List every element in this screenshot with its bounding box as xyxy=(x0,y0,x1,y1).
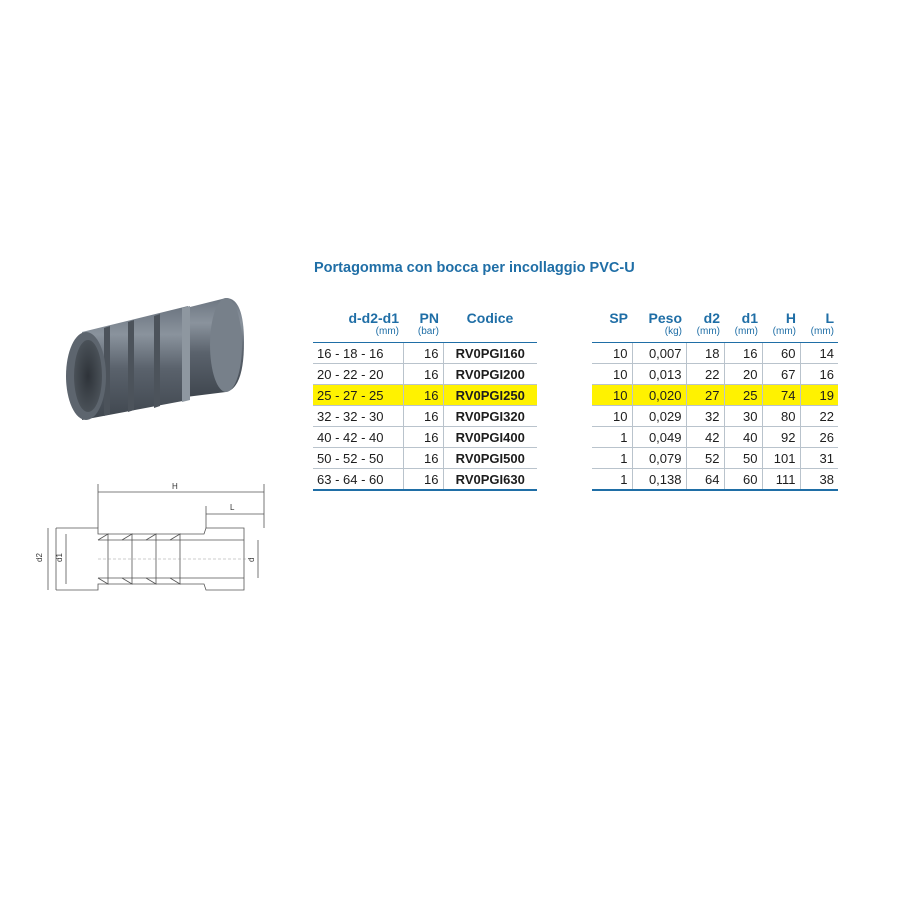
table-cell: 1 xyxy=(592,448,632,469)
col-unit: (mm) xyxy=(800,326,838,343)
table-row xyxy=(592,343,838,364)
table-row xyxy=(313,448,537,469)
table-cell: 30 xyxy=(724,406,762,427)
table-cell: 16 xyxy=(724,343,762,364)
table-cell: 0,013 xyxy=(632,364,686,385)
table-cell: 0,049 xyxy=(632,427,686,448)
table-row xyxy=(313,364,537,385)
table-cell: 16 xyxy=(403,469,443,491)
table-row xyxy=(313,469,537,491)
table-cell: 50 xyxy=(724,448,762,469)
table-cell: 16 xyxy=(403,448,443,469)
table-cell: 16 xyxy=(800,364,838,385)
col-unit: (mm) xyxy=(762,326,800,343)
label-L: L xyxy=(230,503,235,512)
table-cell: 26 xyxy=(800,427,838,448)
table-cell: 1 xyxy=(592,469,632,491)
table-cell: 42 xyxy=(686,427,724,448)
table-cell: RV0PGI500 xyxy=(443,448,537,469)
table-cell: RV0PGI200 xyxy=(443,364,537,385)
table-cell: 63 - 64 - 60 xyxy=(313,469,403,491)
table-cell: 32 - 32 - 30 xyxy=(313,406,403,427)
table-cell: 0,020 xyxy=(632,385,686,406)
table-cell: 10 xyxy=(592,406,632,427)
col-unit: (kg) xyxy=(632,326,686,343)
col-header: SP xyxy=(609,310,628,326)
table-cell: 16 xyxy=(403,385,443,406)
label-H: H xyxy=(172,482,178,491)
table-cell: 19 xyxy=(800,385,838,406)
table-cell: 16 xyxy=(403,364,443,385)
table-cell: 60 xyxy=(762,343,800,364)
col-header: Codice xyxy=(466,310,514,326)
label-d2: d2 xyxy=(35,553,44,562)
col-unit xyxy=(443,326,537,343)
table-cell: 22 xyxy=(686,364,724,385)
table-cell: 32 xyxy=(686,406,724,427)
col-header: d1 xyxy=(741,310,758,326)
table-cell: 10 xyxy=(592,343,632,364)
table-cell: RV0PGI400 xyxy=(443,427,537,448)
table-cell: 20 xyxy=(724,364,762,385)
table-row xyxy=(592,448,838,469)
table-cell: 64 xyxy=(686,469,724,491)
table-cell: 111 xyxy=(762,469,800,491)
table-cell: 40 - 42 - 40 xyxy=(313,427,403,448)
table-cell: 67 xyxy=(762,364,800,385)
table-cell: 25 xyxy=(724,385,762,406)
col-unit xyxy=(592,326,632,343)
table-cell: RV0PGI250 xyxy=(443,385,537,406)
table-cell: 22 xyxy=(800,406,838,427)
table-cell: RV0PGI320 xyxy=(443,406,537,427)
col-unit: (bar) xyxy=(403,326,443,343)
table-cell: 52 xyxy=(686,448,724,469)
col-header: PN xyxy=(419,310,439,326)
table-row xyxy=(592,385,838,406)
table-cell: 16 xyxy=(403,343,443,364)
table-row xyxy=(313,406,537,427)
table-row xyxy=(313,427,537,448)
table-cell: 16 xyxy=(403,427,443,448)
table-row xyxy=(313,385,537,406)
table-cell: 20 - 22 - 20 xyxy=(313,364,403,385)
col-header: H xyxy=(785,310,796,326)
table-cell: 38 xyxy=(800,469,838,491)
col-unit: (mm) xyxy=(313,326,403,343)
col-header: d2 xyxy=(703,310,720,326)
table-cell: 16 - 18 - 16 xyxy=(313,343,403,364)
table-cell: 18 xyxy=(686,343,724,364)
table-cell: 14 xyxy=(800,343,838,364)
spec-table-right xyxy=(592,306,838,491)
fitting-photo xyxy=(58,292,258,442)
spec-table-left xyxy=(313,306,537,491)
label-d: d xyxy=(247,557,256,562)
table-cell: 0,007 xyxy=(632,343,686,364)
table-cell: 60 xyxy=(724,469,762,491)
table-cell: 0,138 xyxy=(632,469,686,491)
table-cell: 92 xyxy=(762,427,800,448)
table-row xyxy=(313,343,537,364)
col-unit: (mm) xyxy=(686,326,724,343)
table-row xyxy=(592,406,838,427)
col-header: Peso xyxy=(648,310,682,326)
table-cell: 16 xyxy=(403,406,443,427)
table-cell: 27 xyxy=(686,385,724,406)
table-cell: 1 xyxy=(592,427,632,448)
table-row xyxy=(592,427,838,448)
technical-drawing xyxy=(35,478,274,608)
col-header: d-d2-d1 xyxy=(348,310,399,326)
table-cell: 40 xyxy=(724,427,762,448)
col-header: L xyxy=(825,310,834,326)
table-cell: 25 - 27 - 25 xyxy=(313,385,403,406)
table-cell: 10 xyxy=(592,364,632,385)
table-cell: 31 xyxy=(800,448,838,469)
table-cell: 101 xyxy=(762,448,800,469)
table-cell: 10 xyxy=(592,385,632,406)
table-row xyxy=(592,364,838,385)
table-cell: 74 xyxy=(762,385,800,406)
table-cell: RV0PGI630 xyxy=(443,469,537,491)
table-cell: 0,079 xyxy=(632,448,686,469)
table-cell: 50 - 52 - 50 xyxy=(313,448,403,469)
table-row xyxy=(592,469,838,491)
col-unit: (mm) xyxy=(724,326,762,343)
label-d1: d1 xyxy=(55,553,64,562)
page-title: Portagomma con bocca per incollaggio PVC-U xyxy=(314,260,635,276)
table-cell: RV0PGI160 xyxy=(443,343,537,364)
table-cell: 0,029 xyxy=(632,406,686,427)
table-cell: 80 xyxy=(762,406,800,427)
